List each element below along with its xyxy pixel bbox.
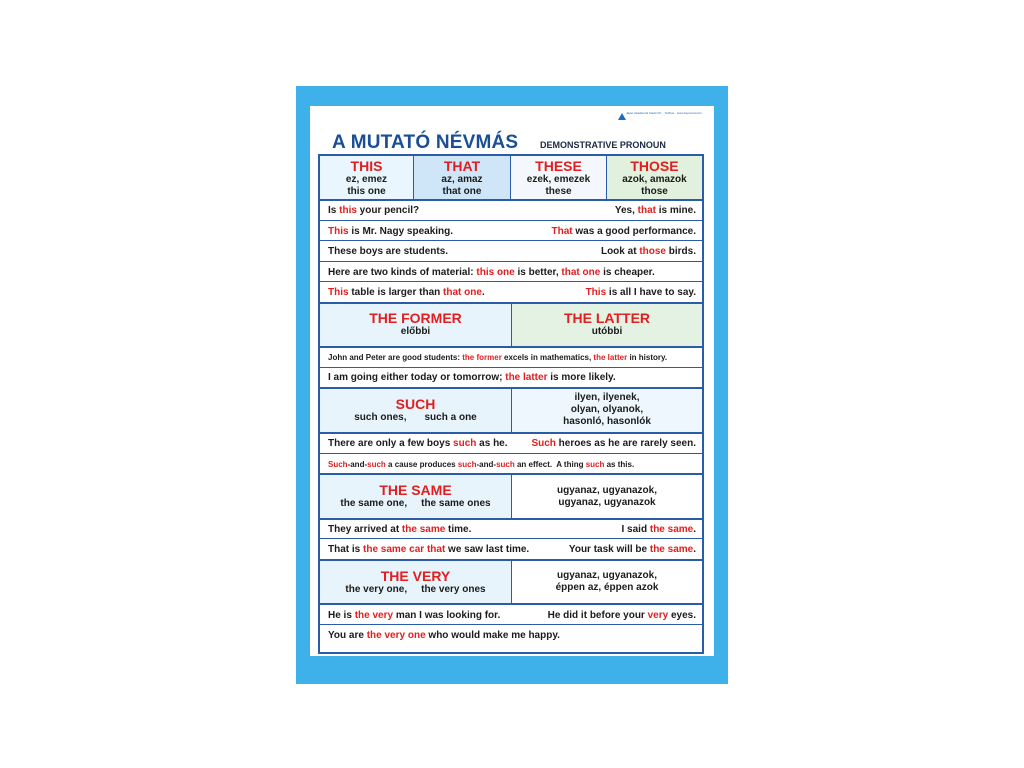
example-sentence-row — [328, 519, 696, 539]
sentence-text: John and Peter are good students: — [328, 353, 463, 362]
sentence-text: in history. — [627, 353, 668, 362]
highlighted-pronoun: This — [328, 286, 349, 298]
such-form: such a one — [424, 412, 477, 423]
such-translation-cell — [512, 389, 702, 432]
former-heading: THE FORMER — [369, 310, 462, 326]
such-heading: SUCH — [395, 396, 436, 412]
sentence-text: Is — [328, 204, 340, 216]
sentence-text: is all I have to say. — [606, 286, 696, 298]
sentence-text: an effect. A thing — [514, 459, 586, 469]
highlighted-pronoun: such — [496, 459, 515, 469]
example-sentence-row — [328, 200, 696, 220]
sentence-text: was a good performance. — [572, 225, 696, 237]
such-translation: ilyen, ilyenek, — [574, 392, 640, 403]
sentence-left — [328, 372, 616, 383]
highlighted-pronoun: the very one — [366, 629, 426, 641]
pronoun-heading: THESE — [535, 158, 582, 174]
example-sentence-row — [328, 221, 696, 241]
pronoun-form: this one — [347, 186, 386, 197]
sentence-text: is more likely. — [547, 372, 616, 383]
sentence-text: -and- — [347, 459, 368, 469]
sentence-right — [552, 226, 696, 237]
highlighted-pronoun: This — [328, 225, 349, 237]
pronoun-heading: THOSE — [630, 158, 679, 174]
highlighted-pronoun: such — [367, 459, 386, 469]
sentence-right — [622, 524, 697, 535]
highlighted-pronoun: very — [647, 609, 669, 621]
pronoun-cell — [511, 156, 606, 199]
example-sentence-row — [328, 368, 696, 387]
example-sentence-row — [328, 282, 696, 302]
sentence-text: . — [481, 286, 485, 298]
pronoun-cell — [607, 156, 702, 199]
sentence-text: man I was looking for. — [393, 609, 501, 621]
sentence-text: birds. — [665, 245, 696, 257]
highlighted-pronoun: this one — [476, 266, 515, 278]
example-sentence-row — [328, 625, 696, 645]
publisher-text: Jäger Akadémiai Kiadó Kft. · Tel/Fax · www.kepzeszet.hu — [626, 111, 702, 115]
sentence-text: He is — [328, 609, 355, 621]
highlighted-pronoun: that — [637, 204, 656, 216]
sentence-text: You are — [328, 629, 367, 641]
very-translation: éppen az, éppen azok — [555, 582, 659, 593]
same-translation: ugyanaz, ugyanazok, — [556, 485, 658, 496]
sentence-text: That is — [328, 543, 364, 555]
sentence-left — [328, 246, 448, 257]
sentence-text: Here are two kinds of material: — [328, 266, 477, 278]
sentence-text: is cheaper. — [600, 266, 655, 278]
highlighted-pronoun: the latter — [505, 372, 548, 383]
example-sentence-row — [328, 605, 696, 625]
very-translation-cell — [512, 561, 702, 603]
very-heading: THE VERY — [380, 568, 451, 584]
example-sentence-row — [328, 262, 696, 282]
former-translation: előbbi — [400, 326, 431, 337]
example-sentence-row — [328, 348, 696, 367]
sentence-text: excels in mathematics, — [501, 353, 594, 362]
publisher-logo-icon — [618, 113, 626, 120]
example-sentence-row — [328, 454, 696, 474]
same-form: the same ones — [421, 498, 491, 509]
such-form: such ones, — [354, 412, 407, 423]
sentence-right — [586, 287, 696, 298]
highlighted-pronoun: that one — [561, 266, 601, 278]
highlighted-pronoun: This — [585, 286, 607, 298]
sentence-left — [328, 438, 508, 449]
sentence-right — [615, 205, 696, 216]
sentence-text: is better, — [514, 266, 562, 278]
sentence-text: They arrived at — [328, 523, 402, 535]
sentence-text: . — [693, 543, 696, 555]
sentence-text: is mine. — [655, 204, 696, 216]
highlighted-pronoun: the latter — [593, 353, 628, 362]
such-cell — [320, 389, 511, 432]
sentence-left — [328, 460, 634, 469]
sentence-left — [328, 267, 655, 278]
sentence-text: as this. — [604, 459, 635, 469]
same-translation: ugyanaz, ugyanazok — [558, 497, 656, 508]
latter-translation: utóbbi — [591, 326, 623, 337]
sentence-right — [601, 246, 696, 257]
pronoun-cell — [414, 156, 510, 199]
example-sentence-row — [328, 433, 696, 453]
sentence-left — [328, 544, 529, 555]
sentence-left — [328, 226, 453, 237]
highlighted-pronoun: the same — [649, 523, 694, 535]
sentence-right — [531, 438, 696, 449]
sentence-left — [328, 610, 500, 621]
sentence-text: . — [693, 523, 696, 535]
pronoun-translation: azok, amazok — [622, 174, 687, 185]
highlighted-pronoun: such — [457, 459, 477, 469]
very-cell — [320, 561, 511, 603]
sentence-right — [548, 610, 696, 621]
table-divider — [413, 156, 414, 199]
sentence-text: I said — [621, 523, 650, 535]
such-translation: hasonló, hasonlók — [563, 416, 651, 427]
highlighted-pronoun: the former — [462, 353, 502, 362]
sentence-right — [569, 544, 696, 555]
example-sentence-row — [328, 539, 696, 559]
sentence-text: I am going either today or tomorrow; — [328, 372, 506, 383]
same-heading: THE SAME — [379, 482, 452, 498]
sentence-text: He did it before your — [547, 609, 648, 621]
sentence-text: we saw last time. — [445, 543, 530, 555]
sentence-text: -and- — [476, 459, 497, 469]
sentence-left — [328, 630, 560, 641]
page-subtitle: DEMONSTRATIVE PRONOUN — [540, 140, 666, 150]
same-cell — [320, 475, 511, 518]
pronoun-translation: az, amaz — [441, 174, 483, 185]
sentence-text: Your task will be — [568, 543, 650, 555]
pronoun-form: these — [545, 186, 572, 197]
sentence-left — [328, 287, 485, 298]
sentence-text: is Mr. Nagy speaking. — [348, 225, 454, 237]
sentence-left — [328, 205, 419, 216]
pronoun-heading: THIS — [350, 158, 383, 174]
highlighted-pronoun: those — [639, 245, 666, 257]
highlighted-pronoun: such — [453, 437, 477, 449]
highlighted-pronoun: such — [585, 459, 605, 469]
same-form: the same one, — [340, 498, 408, 509]
highlighted-pronoun: the very — [354, 609, 394, 621]
same-translation-cell — [512, 475, 702, 518]
very-translation: ugyanaz, ugyanazok, — [556, 570, 658, 581]
pronoun-form: those — [641, 186, 668, 197]
such-translation: olyan, olyanok, — [570, 404, 644, 415]
sentence-text: Look at — [600, 245, 640, 257]
latter-cell — [512, 304, 702, 346]
sentence-text: These boys are students. — [328, 245, 449, 257]
very-form: the very ones — [421, 584, 486, 595]
sentence-text: who would make me happy. — [425, 629, 560, 641]
pronoun-form: that one — [442, 186, 482, 197]
highlighted-pronoun: That — [551, 225, 573, 237]
page-title: A MUTATÓ NÉVMÁS — [332, 132, 519, 153]
highlighted-pronoun: the same — [649, 543, 694, 555]
sentence-left — [328, 353, 667, 362]
sentence-text: as he. — [476, 437, 508, 449]
sentence-text: Yes, — [614, 204, 638, 216]
highlighted-pronoun: that one — [443, 286, 482, 298]
example-sentence-row — [328, 241, 696, 261]
very-form: the very one, — [345, 584, 408, 595]
sentence-text: eyes. — [668, 609, 696, 621]
pronoun-translation: ezek, emezek — [526, 174, 591, 185]
highlighted-pronoun: the same car that — [363, 543, 446, 555]
pronoun-heading: THAT — [443, 158, 481, 174]
highlighted-pronoun: Such — [328, 459, 348, 469]
table-divider — [606, 156, 607, 199]
pronoun-cell — [320, 156, 413, 199]
sentence-text: heroes as he are rarely seen. — [555, 437, 696, 449]
highlighted-pronoun: Such — [531, 437, 556, 449]
sentence-text: There are only a few boys — [328, 437, 454, 449]
sentence-text: your pencil? — [356, 204, 420, 216]
sentence-text: time. — [445, 523, 472, 535]
sentence-left — [328, 524, 471, 535]
highlighted-pronoun: this — [339, 204, 357, 216]
sentence-text: a cause produces — [385, 459, 458, 469]
pronoun-translation: ez, emez — [345, 174, 388, 185]
table-divider — [510, 156, 511, 199]
sentence-text: table is larger than — [348, 286, 444, 298]
highlighted-pronoun: the same — [401, 523, 446, 535]
latter-heading: THE LATTER — [563, 310, 651, 326]
